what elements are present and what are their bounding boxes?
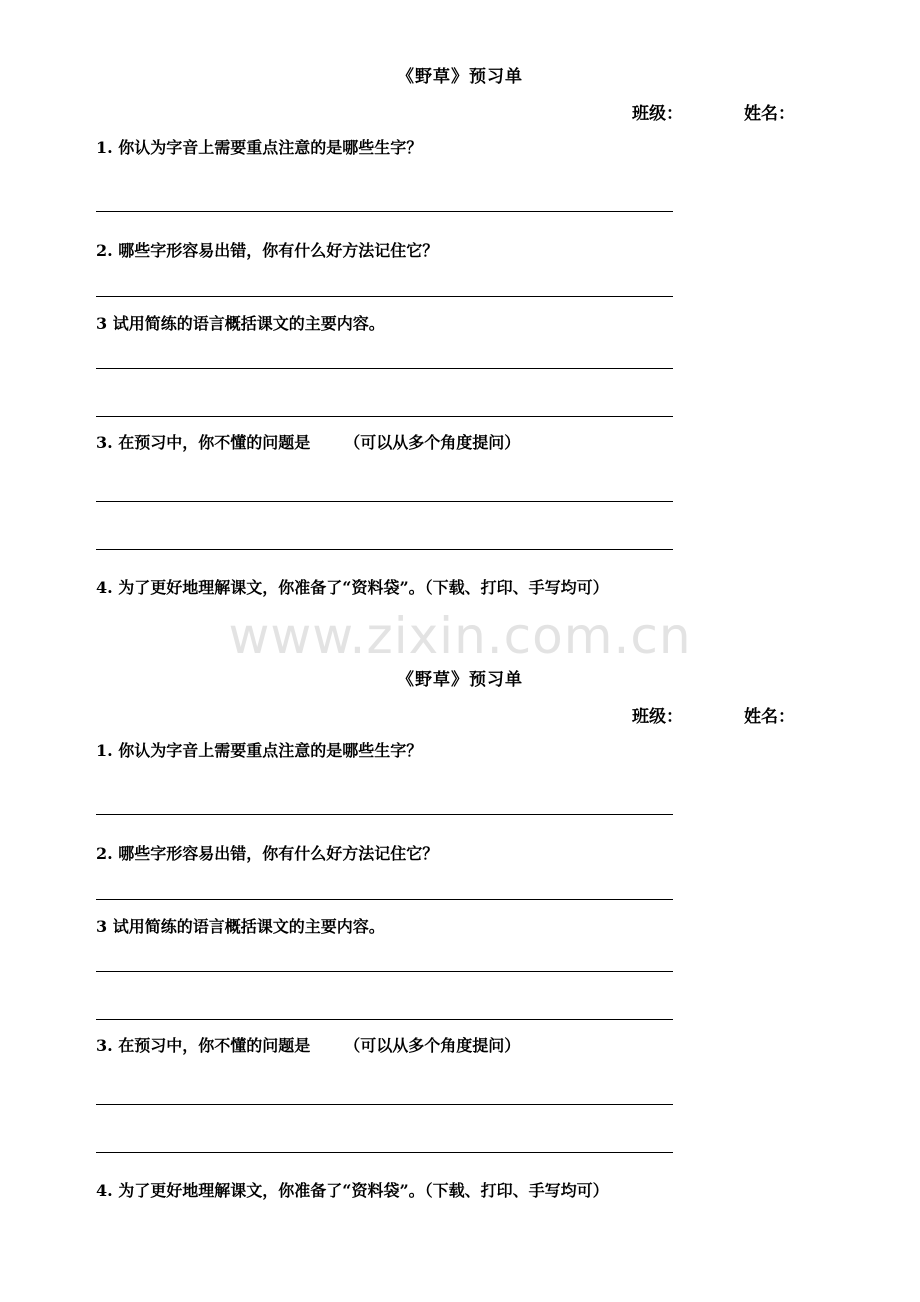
answer-line <box>96 211 673 212</box>
worksheet-2 <box>0 603 920 1206</box>
question-hint: （可以从多个角度提问） <box>344 433 521 452</box>
answer-line <box>96 899 673 900</box>
name-label: 姓名： <box>744 707 795 727</box>
answer-line <box>96 971 673 972</box>
worksheet-1 <box>0 0 920 603</box>
question-hint: （可以从多个角度提问） <box>344 1036 521 1055</box>
watermark: www.zixin.com.cn <box>228 607 692 665</box>
question-3-doubts <box>96 430 520 453</box>
question-text: 3. 在预习中，你不懂的问题是 <box>96 1036 311 1055</box>
class-label: 班级： <box>632 707 683 727</box>
question-text: 3. 在预习中，你不懂的问题是 <box>96 433 311 452</box>
answer-line <box>96 1019 673 1020</box>
question-3-doubts <box>96 1033 520 1056</box>
answer-line <box>96 501 673 502</box>
question-1: 1. 你认为字音上需要重点注意的是哪些生字？ <box>96 138 423 157</box>
answer-line <box>96 1152 673 1153</box>
answer-line <box>96 549 673 550</box>
answer-line <box>96 1104 673 1105</box>
answer-line <box>96 296 673 297</box>
question-3-summary: 3 试用简练的语言概括课文的主要内容。 <box>96 314 385 333</box>
answer-line <box>96 368 673 369</box>
question-4: 4. 为了更好地理解课文，你准备了“资料袋”。（下载、打印、手写均可） <box>96 578 609 597</box>
name-label: 姓名： <box>744 104 795 124</box>
class-label: 班级： <box>632 104 683 124</box>
question-2: 2. 哪些字形容易出错，你有什么好方法记住它？ <box>96 844 439 863</box>
question-3-summary: 3 试用简练的语言概括课文的主要内容。 <box>96 917 385 936</box>
question-2: 2. 哪些字形容易出错，你有什么好方法记住它？ <box>96 241 439 260</box>
answer-line <box>96 416 673 417</box>
answer-line <box>96 814 673 815</box>
worksheet-title: 《野草》预习单 <box>397 670 523 690</box>
question-1: 1. 你认为字音上需要重点注意的是哪些生字？ <box>96 741 423 760</box>
question-4: 4. 为了更好地理解课文，你准备了“资料袋”。（下载、打印、手写均可） <box>96 1181 609 1200</box>
worksheet-title: 《野草》预习单 <box>397 67 523 87</box>
